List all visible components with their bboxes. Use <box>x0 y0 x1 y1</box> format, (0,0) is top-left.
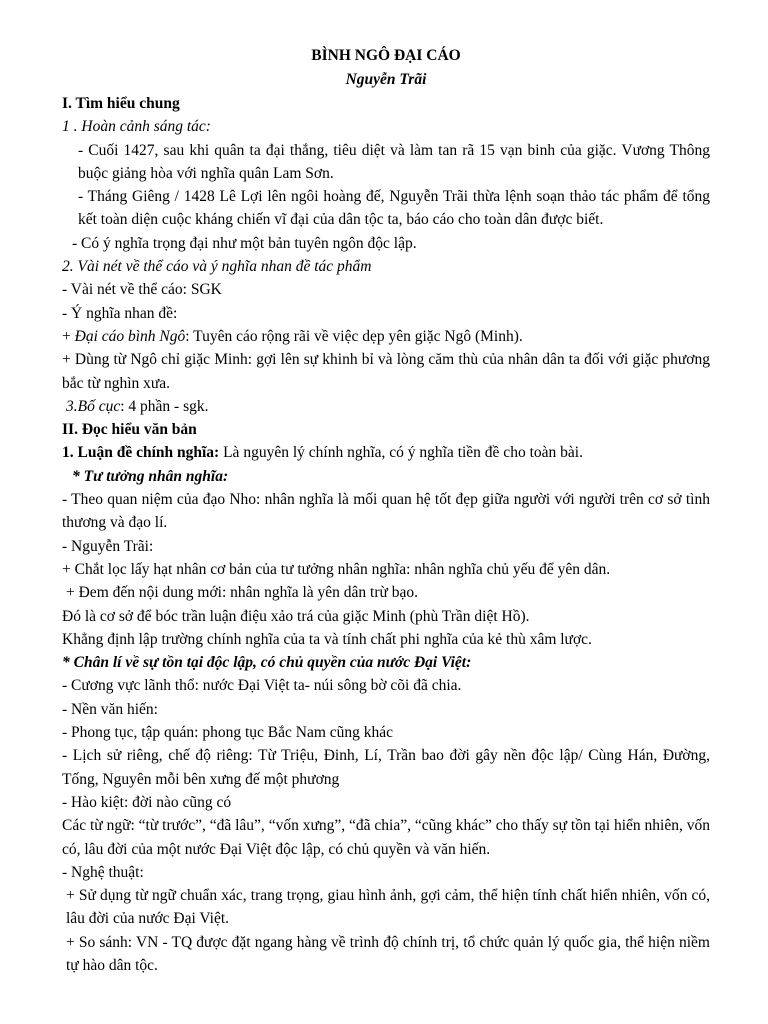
subsection-label: 1. Luận đề chính nghĩa: <box>62 444 220 462</box>
document-title: BÌNH NGÔ ĐẠI CÁO <box>311 47 461 64</box>
paragraph: - Lịch sử riêng, chế độ riêng: Từ Triệu, Đinh, Lí, Trần bao đời gây nền độc lập/ Cùng Hán, Đường, Tống, Nguyên mỗi bên xưng đế một phương <box>62 747 710 788</box>
paragraph: - Nền văn hiến: <box>62 700 158 718</box>
text-run: + <box>62 327 75 345</box>
emphasis-text: 3.Bố cục <box>66 397 121 415</box>
paragraph: - Nghệ thuật: <box>62 863 144 881</box>
paragraph: - Tháng Giêng / 1428 Lê Lợi lên ngôi hoàng đế, Nguyễn Trãi thừa lệnh soạn thảo tác phẩm để tổng kết toàn diện cuộc kháng chiến vĩ đại của dân tộc ta, báo cáo cho toàn dân được biết. <box>78 188 710 229</box>
paragraph: - Cuối 1427, sau khi quân ta đại thắng, tiêu diệt và làm tan rã 15 vạn binh của giặc. Vương Thông buộc giảng hòa với nghĩa quân Lam Sơn. <box>78 141 710 182</box>
paragraph: - Hào kiệt: đời nào cũng có <box>62 793 232 811</box>
paragraph: - Phong tục, tập quán: phong tục Bắc Nam cũng khác <box>62 724 394 742</box>
paragraph: + Đem đến nội dung mới: nhân nghĩa là yên dân trừ bạo. <box>66 584 419 602</box>
text-run: Là nguyên lý chính nghĩa, có ý nghĩa tiền đề cho toàn bài. <box>219 444 583 462</box>
paragraph: - Theo quan niệm của đạo Nho: nhân nghĩa là mối quan hệ tốt đẹp giữa người với người trên cơ sở tình thương và đạo lí. <box>62 491 710 532</box>
paragraph: - Ý nghĩa nhan đề: <box>62 304 178 322</box>
subheading: * Tư tưởng nhân nghĩa: <box>72 467 229 485</box>
paragraph <box>62 395 710 418</box>
paragraph: + Sử dụng từ ngữ chuẩn xác, trang trọng, giau hình ảnh, gợi cảm, thể hiện tính chất hiển nhiên, vốn có, lâu đời của nước Đại Việt. <box>66 887 710 928</box>
paragraph: - Có ý nghĩa trọng đại như một bản tuyên ngôn độc lập. <box>72 234 417 252</box>
text-run: : Tuyên cáo rộng rãi về việc dẹp yên giặc Ngô (Minh). <box>185 327 523 345</box>
paragraph: + Dùng từ Ngô chỉ giặc Minh: gợi lên sự khinh bỉ và lòng căm thù của nhân dân ta đối với giặc phương bắc từ nghìn xưa. <box>62 351 710 392</box>
paragraph <box>62 441 710 464</box>
section-heading: I. Tìm hiểu chung <box>62 95 180 112</box>
paragraph: Các từ ngữ: “từ trước”, “đã lâu”, “vốn xưng”, “đã chia”, “cũng khác” cho thấy sự tồn tại hiển nhiên, vốn có, lâu đời của một nước Đại Việt độc lập, có chủ quyền và văn hiến. <box>62 817 710 858</box>
emphasis-text: Đại cáo bình Ngô <box>74 327 186 345</box>
subheading: * Chân lí về sự tồn tại độc lập, có chủ quyền của nước Đại Việt: <box>62 654 472 672</box>
paragraph <box>62 325 710 348</box>
subsection-heading: 2. Vài nét về thể cáo và ý nghĩa nhan đề tác phẩm <box>62 258 372 276</box>
section-heading: II. Đọc hiểu văn bản <box>62 421 197 439</box>
subsection-heading: 1 . Hoàn cảnh sáng tác: <box>62 118 211 136</box>
paragraph: + Chắt lọc lấy hạt nhân cơ bản của tư tưởng nhân nghĩa: nhân nghĩa chủ yếu để yên dân. <box>62 560 611 578</box>
document-body <box>62 44 710 977</box>
paragraph: Khẳng định lập trường chính nghĩa của ta và tính chất phi nghĩa của kẻ thù xâm lược. <box>62 630 592 648</box>
paragraph: - Cương vực lãnh thổ: nước Đại Việt ta- núi sông bờ cõi đã chia. <box>62 677 462 695</box>
paragraph: Đó là cơ sở để bóc trần luận điệu xảo trá của giặc Minh (phù Trần diệt Hồ). <box>62 607 530 625</box>
paragraph: - Nguyễn Trãi: <box>62 537 154 555</box>
paragraph: + So sánh: VN - TQ được đặt ngang hàng về trình độ chính trị, tổ chức quản lý quốc gia, thể hiện niềm tự hào dân tộc. <box>66 933 710 974</box>
text-run: : 4 phần - sgk. <box>120 397 209 415</box>
paragraph: - Vài nét về thể cáo: SGK <box>62 281 222 299</box>
document-author: Nguyễn Trãi <box>345 71 427 88</box>
